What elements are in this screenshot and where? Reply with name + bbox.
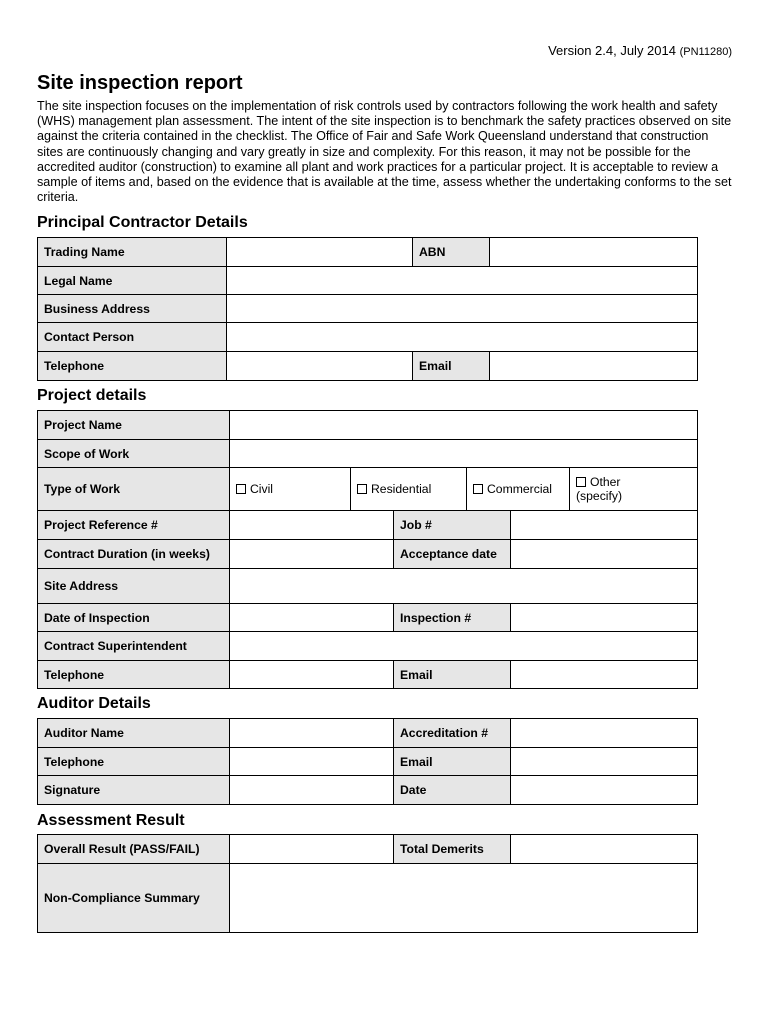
assessment-table xyxy=(37,834,698,933)
job-field[interactable] xyxy=(511,511,698,540)
trading-name-label: Trading Name xyxy=(38,238,227,267)
business-address-field[interactable] xyxy=(227,295,698,323)
overall-result-label: Overall Result (PASS/FAIL) xyxy=(38,835,230,864)
other-checkbox[interactable] xyxy=(576,477,586,487)
trading-name-field[interactable] xyxy=(227,238,413,267)
pn-code: (PN11280) xyxy=(679,46,732,58)
auditor-heading: Auditor Details xyxy=(37,695,151,712)
accreditation-field[interactable] xyxy=(511,719,698,748)
auditor-name-field[interactable] xyxy=(230,719,394,748)
assessment-heading: Assessment Result xyxy=(37,812,185,829)
civil-checkbox[interactable] xyxy=(236,484,246,494)
contact-person-field[interactable] xyxy=(227,323,698,352)
project-table xyxy=(37,410,698,689)
inspection-no-field[interactable] xyxy=(511,604,698,632)
residential-option-label: Residential xyxy=(371,482,432,496)
contract-duration-label: Contract Duration (in weeks) xyxy=(38,540,230,569)
version-line xyxy=(548,43,732,58)
commercial-checkbox[interactable] xyxy=(473,484,483,494)
project-email-label: Email xyxy=(394,661,511,689)
version-text: Version 2.4, July 2014 xyxy=(548,43,676,58)
project-name-label: Project Name xyxy=(38,411,230,440)
commercial-option-label: Commercial xyxy=(487,482,553,496)
legal-name-field[interactable] xyxy=(227,267,698,295)
acceptance-date-label: Acceptance date xyxy=(394,540,511,569)
auditor-telephone-field[interactable] xyxy=(230,748,394,776)
non-compliance-summary-field[interactable] xyxy=(230,864,698,933)
total-demerits-label: Total Demerits xyxy=(394,835,511,864)
date-of-inspection-label: Date of Inspection xyxy=(38,604,230,632)
signature-field[interactable] xyxy=(230,776,394,805)
scope-of-work-label: Scope of Work xyxy=(38,440,230,468)
project-heading: Project details xyxy=(37,387,147,404)
other-specify-label: (specify) xyxy=(576,489,623,503)
business-address-label: Business Address xyxy=(38,295,227,323)
principal-telephone-field[interactable] xyxy=(227,352,413,381)
residential-option[interactable] xyxy=(351,468,467,511)
contract-superintendent-label: Contract Superintendent xyxy=(38,632,230,661)
intro-paragraph: The site inspection focuses on the implementation of risk controls used by contractors following the work health and safety (WHS) management plan assessment. The intent of the site inspection is to benchmark the safety practices observed on site against the criteria contained in the checklist. The Office of Fair and Safe Work Queensland understand that construction sites are continuously changing and vary greatly in size and complexity. For this reason, it may not be possible for the accredited auditor (construction) to examine all plant and work practices for a particular project. It is acceptable to review a sample of items and, based on the evidence that is available at the time, assess whether the undertaking conforms to the set criteria. xyxy=(37,99,732,205)
auditor-email-field[interactable] xyxy=(511,748,698,776)
civil-option[interactable] xyxy=(230,468,351,511)
auditor-telephone-label: Telephone xyxy=(38,748,230,776)
principal-telephone-label: Telephone xyxy=(38,352,227,381)
principal-email-field[interactable] xyxy=(490,352,698,381)
inspection-no-label: Inspection # xyxy=(394,604,511,632)
auditor-table xyxy=(37,718,698,805)
page-title: Site inspection report xyxy=(37,72,243,94)
contract-duration-field[interactable] xyxy=(230,540,394,569)
project-name-field[interactable] xyxy=(230,411,698,440)
auditor-name-label: Auditor Name xyxy=(38,719,230,748)
date-of-inspection-field[interactable] xyxy=(230,604,394,632)
project-reference-field[interactable] xyxy=(230,511,394,540)
auditor-date-field[interactable] xyxy=(511,776,698,805)
abn-field[interactable] xyxy=(490,238,698,267)
other-option[interactable] xyxy=(570,468,698,511)
accreditation-label: Accreditation # xyxy=(394,719,511,748)
project-reference-label: Project Reference # xyxy=(38,511,230,540)
commercial-option[interactable] xyxy=(467,468,570,511)
civil-option-label: Civil xyxy=(250,482,274,496)
principal-email-label: Email xyxy=(413,352,490,381)
scope-of-work-field[interactable] xyxy=(230,440,698,468)
contract-superintendent-field[interactable] xyxy=(230,632,698,661)
residential-checkbox[interactable] xyxy=(357,484,367,494)
principal-heading: Principal Contractor Details xyxy=(37,214,248,231)
principal-table xyxy=(37,237,698,381)
overall-result-field[interactable] xyxy=(230,835,394,864)
site-address-label: Site Address xyxy=(38,569,230,604)
acceptance-date-field[interactable] xyxy=(511,540,698,569)
legal-name-label: Legal Name xyxy=(38,267,227,295)
abn-label: ABN xyxy=(413,238,490,267)
job-label: Job # xyxy=(394,511,511,540)
project-telephone-label: Telephone xyxy=(38,661,230,689)
type-of-work-label: Type of Work xyxy=(38,468,230,511)
other-option-label: Other xyxy=(590,475,621,489)
contact-person-label: Contact Person xyxy=(38,323,227,352)
non-compliance-summary-label: Non-Compliance Summary xyxy=(38,864,230,933)
site-address-field[interactable] xyxy=(230,569,698,604)
project-email-field[interactable] xyxy=(511,661,698,689)
total-demerits-field[interactable] xyxy=(511,835,698,864)
auditor-date-label: Date xyxy=(394,776,511,805)
project-telephone-field[interactable] xyxy=(230,661,394,689)
auditor-email-label: Email xyxy=(394,748,511,776)
signature-label: Signature xyxy=(38,776,230,805)
